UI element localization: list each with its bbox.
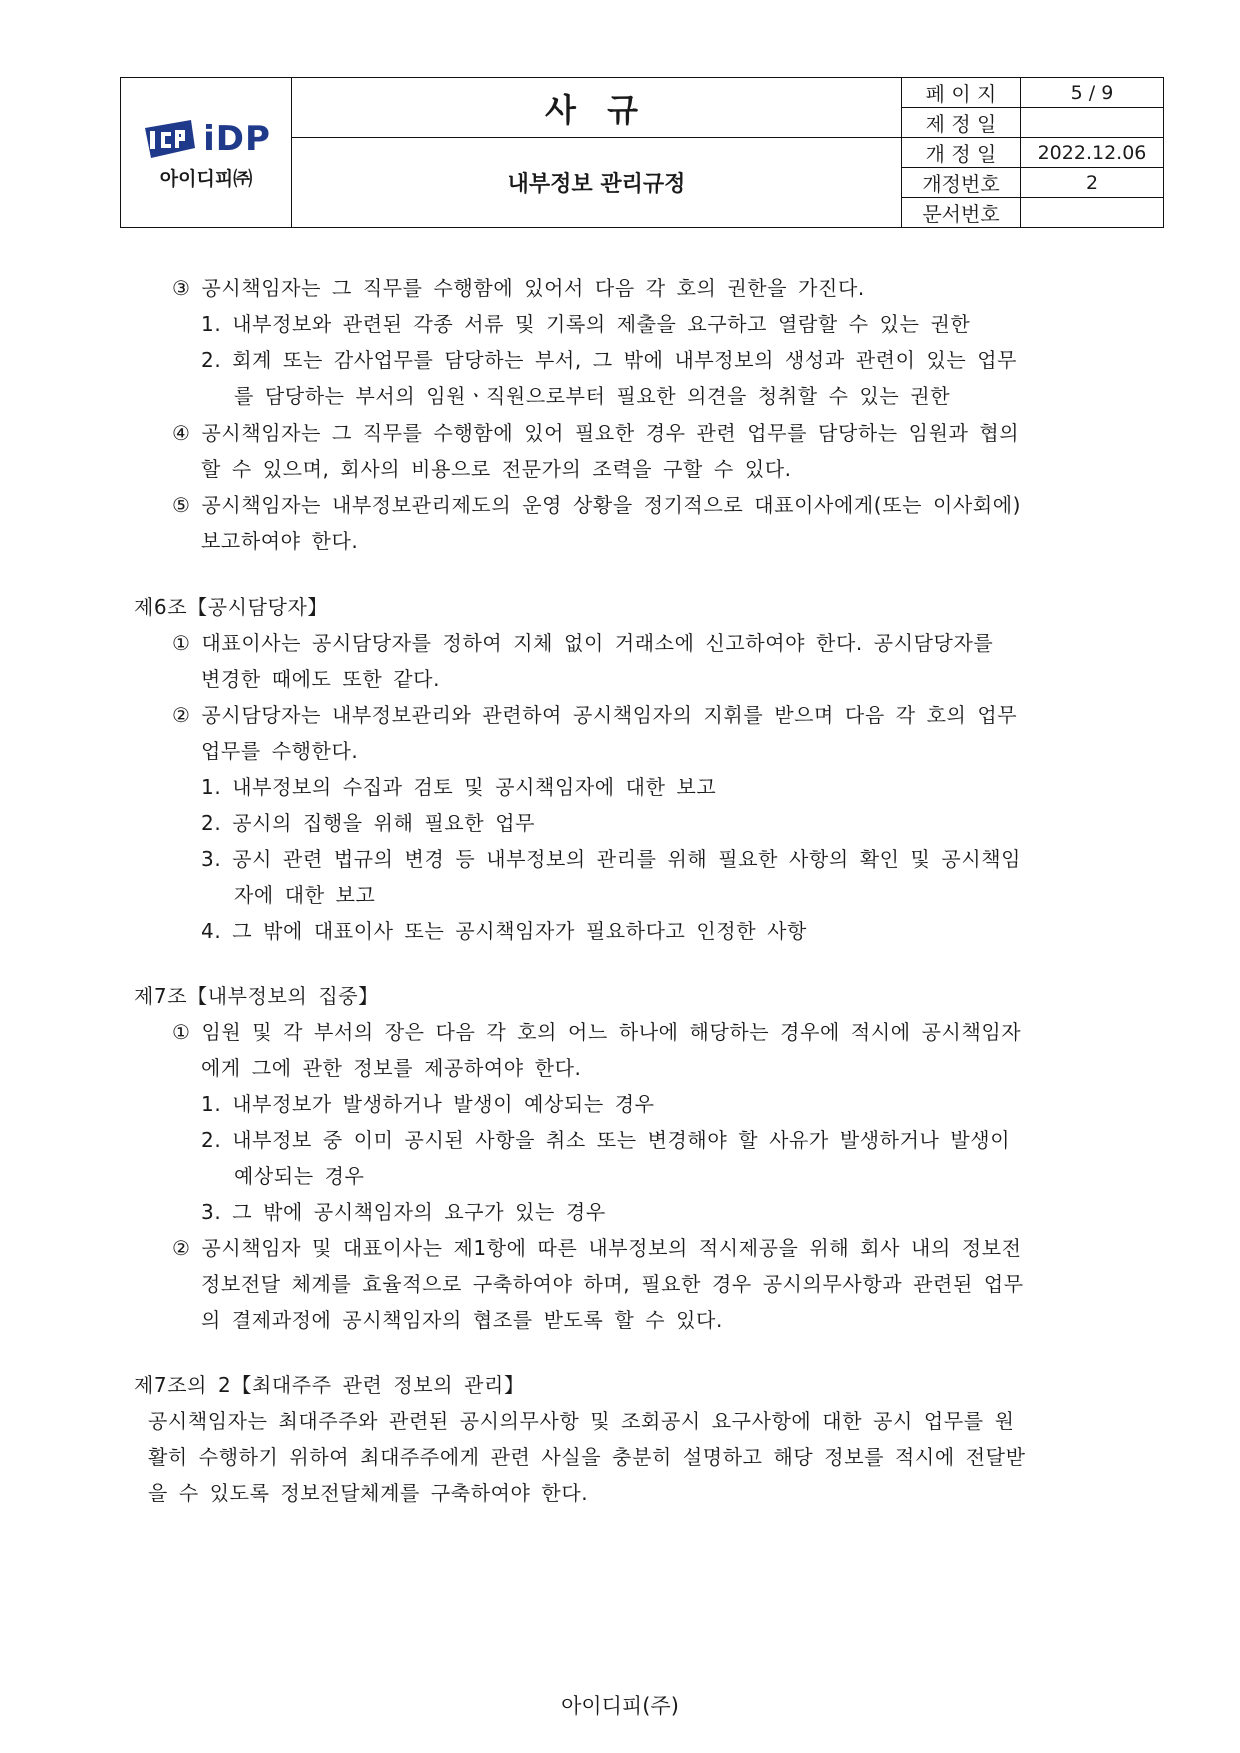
document-subtitle: 내부정보 관리규정 [292, 138, 902, 228]
list-item: 3. 공시 관련 법규의 변경 등 내부정보의 관리를 위해 필요한 사항의 확인 및 공시책임 [201, 847, 1022, 871]
meta-value-page: 5 / 9 [1021, 78, 1164, 108]
clause-paragraph: ① 임원 및 각 부서의 장은 다음 각 호의 어느 하나에 해당하는 경우에 적시에 공시책임자 [172, 1020, 1022, 1044]
clause-paragraph: ④ 공시책임자는 그 직무를 수행함에 있어 필요한 경우 관련 업무를 담당하는 임원과 협의 [172, 421, 1020, 445]
article-heading: 제6조【공시담당자】 [134, 595, 328, 619]
meta-label-doc-no: 문서번호 [902, 198, 1021, 228]
meta-value-doc-no [1021, 198, 1164, 228]
clause-continuation: 에게 그에 관한 정보를 제공하여야 한다. [201, 1056, 582, 1080]
article-paragraph: 을 수 있도록 정보전달체계를 구축하여야 한다. [148, 1481, 589, 1505]
article-paragraph: 공시책임자는 최대주주와 관련된 공시의무사항 및 조회공시 요구사항에 대한 공시 업무를 원 [148, 1409, 1015, 1433]
article-paragraph: 활히 수행하기 위하여 최대주주에게 관련 사실을 충분히 설명하고 해당 정보를 적시에 전달받 [148, 1445, 1026, 1469]
meta-label-revised: 개 정 일 [902, 138, 1021, 168]
company-logo [121, 114, 291, 164]
company-name: 아이디피㈜ [159, 168, 253, 190]
list-item: 1. 내부정보의 수집과 검토 및 공시책임자에 대한 보고 [201, 775, 717, 799]
list-item: 1. 내부정보와 관련된 각종 서류 및 기록의 제출을 요구하고 열람할 수 있는 권한 [201, 312, 971, 336]
document-header [120, 77, 1164, 228]
list-item: 2. 내부정보 중 이미 공시된 사항을 취소 또는 변경해야 할 사유가 발생하거나 발생이 [201, 1128, 1011, 1152]
idp-logo-icon [141, 118, 197, 160]
logo-wordmark: iDP [203, 119, 271, 159]
company-logo-cell [121, 78, 292, 228]
meta-label-revision-no: 개정번호 [902, 168, 1021, 198]
clause-continuation: 보고하여야 한다. [201, 529, 359, 553]
article-heading: 제7조의 2【최대주주 관련 정보의 관리】 [134, 1373, 525, 1397]
list-item-continuation: 예상되는 경우 [234, 1164, 365, 1188]
list-item: 2. 공시의 집행을 위해 필요한 업무 [201, 811, 536, 835]
list-item: 3. 그 밖에 공시책임자의 요구가 있는 경우 [201, 1200, 606, 1224]
meta-value-enacted [1021, 108, 1164, 138]
meta-value-revision-no: 2 [1021, 168, 1164, 198]
list-item: 4. 그 밖에 대표이사 또는 공시책임자가 필요하다고 인정한 사항 [201, 919, 807, 943]
clause-paragraph: ① 대표이사는 공시담당자를 정하여 지체 없이 거래소에 신고하여야 한다. 공시담당자를 [172, 631, 994, 655]
clause-paragraph: ⑤ 공시책임자는 내부정보관리제도의 운영 상황을 정기적으로 대표이사에게(또는 이사회에) [172, 493, 1022, 517]
document-title: 사 규 [292, 78, 902, 138]
meta-value-revised: 2022.12.06 [1021, 138, 1164, 168]
clause-continuation: 정보전달 체계를 효율적으로 구축하여야 하며, 필요한 경우 공시의무사항과 관련된 업무 [201, 1272, 1024, 1296]
clause-continuation: 변경한 때에도 또한 같다. [201, 667, 441, 691]
page-footer: 아이디피(주) [561, 1694, 679, 1718]
list-item-continuation: 를 담당하는 부서의 임원ㆍ직원으로부터 필요한 의견을 청취할 수 있는 권한 [234, 384, 951, 408]
meta-label-page: 페 이 지 [902, 78, 1021, 108]
meta-label-enacted: 제 정 일 [902, 108, 1021, 138]
clause-paragraph: ② 공시책임자 및 대표이사는 제1항에 따른 내부정보의 적시제공을 위해 회사 내의 정보전 [172, 1236, 1022, 1260]
list-item-continuation: 자에 대한 보고 [234, 883, 376, 907]
clause-continuation: 의 결제과정에 공시책임자의 협조를 받도록 할 수 있다. [201, 1308, 723, 1332]
clause-paragraph: ② 공시담당자는 내부정보관리와 관련하여 공시책임자의 지휘를 받으며 다음 각 호의 업무 [172, 703, 1018, 727]
list-item: 1. 내부정보가 발생하거나 발생이 예상되는 경우 [201, 1092, 655, 1116]
clause-continuation: 할 수 있으며, 회사의 비용으로 전문가의 조력을 구할 수 있다. [201, 457, 792, 481]
list-item: 2. 회계 또는 감사업무를 담당하는 부서, 그 밖에 내부정보의 생성과 관련이 있는 업무 [201, 348, 1018, 372]
article-heading: 제7조【내부정보의 집중】 [134, 984, 379, 1008]
clause-continuation: 업무를 수행한다. [201, 739, 359, 763]
clause-paragraph: ③ 공시책임자는 그 직무를 수행함에 있어서 다음 각 호의 권한을 가진다. [172, 276, 865, 300]
